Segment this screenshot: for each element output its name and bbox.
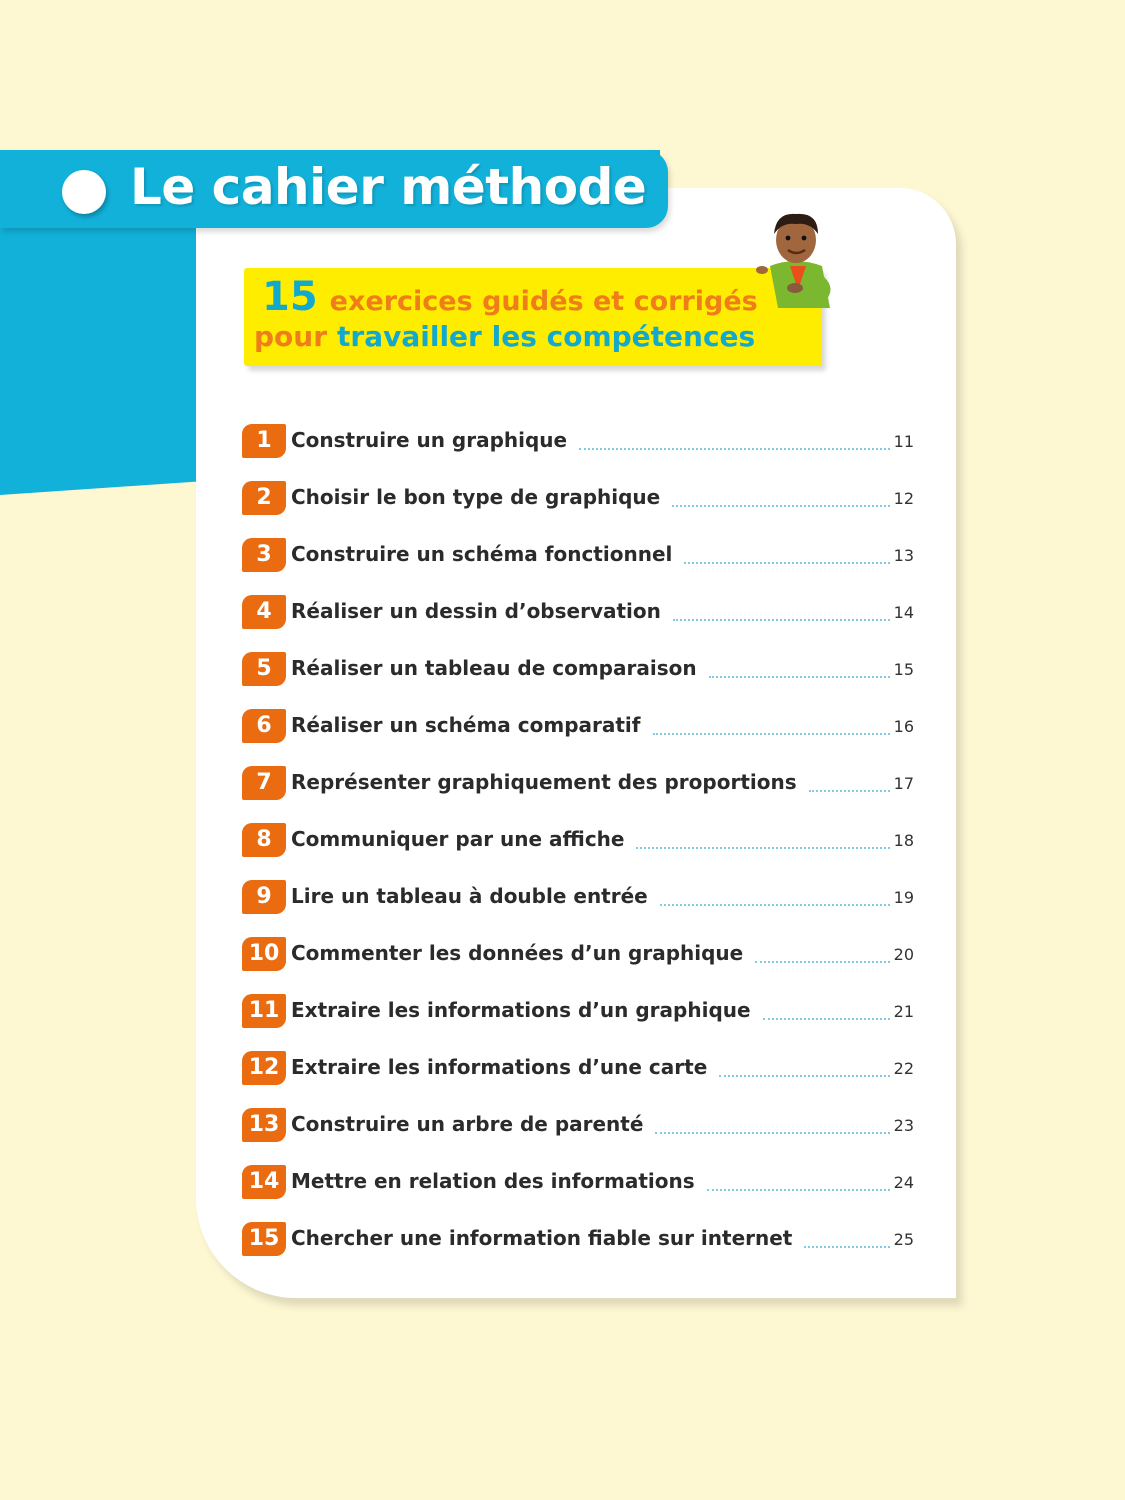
exercise-number-badge: 15	[242, 1222, 286, 1256]
table-of-contents	[242, 420, 922, 1275]
exercise-title: Extraire les informations d’une carte	[291, 1055, 715, 1079]
banner-number: 15	[262, 274, 318, 320]
exercise-number-badge: 13	[242, 1108, 286, 1142]
page-number: 22	[893, 1059, 914, 1078]
page-number: 15	[893, 660, 914, 679]
exercise-title: Extraire les informations d’un graphique	[291, 998, 759, 1022]
exercise-number-badge: 1	[242, 424, 286, 458]
page-number: 14	[893, 603, 914, 622]
toc-row[interactable]	[242, 762, 922, 819]
leader-dots	[579, 448, 890, 450]
toc-row[interactable]	[242, 705, 922, 762]
leader-dots	[709, 676, 890, 678]
leader-dots	[660, 904, 890, 906]
exercise-title: Représenter graphiquement des proportions	[291, 770, 805, 794]
toc-row[interactable]	[242, 648, 922, 705]
leader-dots	[804, 1246, 890, 1248]
banner-text-2: travailler les compétences	[337, 320, 756, 353]
toc-row[interactable]	[242, 477, 922, 534]
leader-dots	[653, 733, 890, 735]
exercise-number-badge: 12	[242, 1051, 286, 1085]
banner-text-1: exercices guidés et corrigés	[329, 286, 758, 317]
banner-prefix: pour	[254, 320, 328, 353]
page-title: Le cahier méthode	[130, 158, 647, 216]
leader-dots	[755, 961, 890, 963]
leader-dots	[684, 562, 890, 564]
page-number: 21	[893, 1002, 914, 1021]
exercise-title: Réaliser un dessin d’observation	[291, 599, 669, 623]
exercise-number-badge: 9	[242, 880, 286, 914]
exercise-number-badge: 7	[242, 766, 286, 800]
toc-row[interactable]	[242, 819, 922, 876]
page-number: 18	[893, 831, 914, 850]
exercise-title: Chercher une information fiable sur internet	[291, 1226, 800, 1250]
exercise-title: Réaliser un schéma comparatif	[291, 713, 649, 737]
leader-dots	[636, 847, 890, 849]
exercise-number-badge: 14	[242, 1165, 286, 1199]
page-number: 20	[893, 945, 914, 964]
page-number: 19	[893, 888, 914, 907]
exercise-number-badge: 11	[242, 994, 286, 1028]
exercise-title: Commenter les données d’un graphique	[291, 941, 751, 965]
page-number: 25	[893, 1230, 914, 1249]
exercise-number-badge: 6	[242, 709, 286, 743]
toc-row[interactable]	[242, 1047, 922, 1104]
page-number: 23	[893, 1116, 914, 1135]
leader-dots	[672, 505, 890, 507]
exercise-title: Choisir le bon type de graphique	[291, 485, 668, 509]
leader-dots	[719, 1075, 890, 1077]
toc-row[interactable]	[242, 420, 922, 477]
exercise-title: Mettre en relation des informations	[291, 1169, 703, 1193]
exercise-number-badge: 3	[242, 538, 286, 572]
page-number: 17	[893, 774, 914, 793]
exercise-title: Lire un tableau à double entrée	[291, 884, 656, 908]
leader-dots	[673, 619, 890, 621]
exercise-title: Construire un arbre de parenté	[291, 1112, 651, 1136]
exercise-number-badge: 4	[242, 595, 286, 629]
toc-row[interactable]	[242, 1218, 922, 1275]
toc-row[interactable]	[242, 876, 922, 933]
toc-row[interactable]	[242, 591, 922, 648]
toc-row[interactable]	[242, 534, 922, 591]
bullet-dot-icon	[62, 170, 106, 214]
exercise-title: Construire un graphique	[291, 428, 575, 452]
page-number: 11	[893, 432, 914, 451]
leader-dots	[809, 790, 890, 792]
toc-row[interactable]	[242, 933, 922, 990]
exercise-number-badge: 5	[242, 652, 286, 686]
exercise-title: Réaliser un tableau de comparaison	[291, 656, 705, 680]
page-number: 24	[893, 1173, 914, 1192]
exercise-title: Construire un schéma fonctionnel	[291, 542, 680, 566]
leader-dots	[763, 1018, 890, 1020]
toc-row[interactable]	[242, 1104, 922, 1161]
toc-row[interactable]	[242, 1161, 922, 1218]
page-number: 12	[893, 489, 914, 508]
page-number: 13	[893, 546, 914, 565]
page-number: 16	[893, 717, 914, 736]
exercise-title: Communiquer par une affiche	[291, 827, 632, 851]
exercise-number-badge: 8	[242, 823, 286, 857]
leader-dots	[655, 1132, 890, 1134]
leader-dots	[707, 1189, 890, 1191]
banner-line2	[254, 320, 755, 353]
exercise-number-badge: 10	[242, 937, 286, 971]
banner-line1	[262, 274, 758, 320]
toc-row[interactable]	[242, 990, 922, 1047]
boy-character-illustration	[750, 208, 840, 318]
exercise-number-badge: 2	[242, 481, 286, 515]
